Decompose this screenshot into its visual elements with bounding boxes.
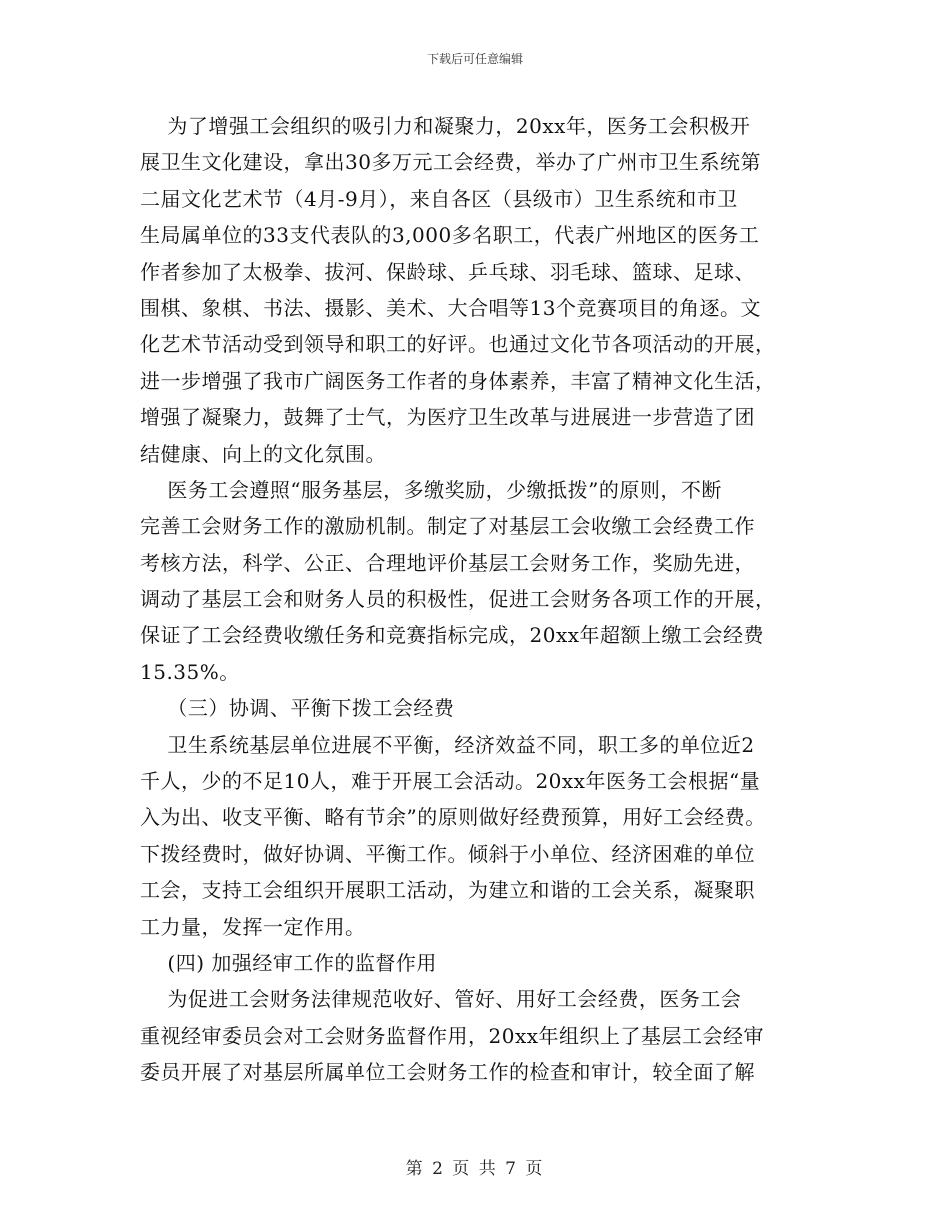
text-line: 考核方法，科学、公正、合理地评价基层工会财务工作，奖励先进， [140, 550, 755, 575]
document-body [140, 108, 800, 1091]
text-line: 医务工会遵照“服务基层，多缴奖励，少缴抵拨”的原则，不断 [140, 477, 722, 502]
text-line: （三）协调、平衡下拨工会经费 [140, 696, 455, 721]
text-line: 结健康、向上的文化氛围。 [140, 441, 386, 466]
text-line: 重视经审委员会对工会财务监督作用，20xx年组织上了基层工会经审 [140, 1023, 765, 1048]
text-line: 工力量，发挥一定作用。 [140, 914, 366, 939]
text-line: 完善工会财务工作的激励机制。制定了对基层工会收缴工会经费工作 [140, 514, 755, 539]
text-line: 15.35%。 [140, 659, 240, 684]
text-line: 卫生系统基层单位进展不平衡，经济效益不同，职工多的单位近2 [140, 732, 755, 757]
text-line: 下拨经费时，做好协调、平衡工作。倾斜于小单位、经济困难的单位 [140, 841, 755, 866]
text-line: 工会，支持工会组织开展职工活动，为建立和谐的工会关系，凝聚职 [140, 878, 755, 903]
text-line: 二届文化艺术节（4月-9月），来自各区（县级市）卫生系统和市卫 [140, 186, 738, 211]
text-line: 围棋、象棋、书法、摄影、美术、大合唱等13个竞赛项目的角逐。文 [140, 295, 761, 320]
text-line: 增强了凝聚力，鼓舞了士气，为医疗卫生改革与进展进一步营造了团 [140, 405, 755, 430]
text-line: 委员开展了对基层所属单位工会财务工作的检查和审计，较全面了解 [140, 1060, 755, 1085]
text-line: 化艺术节活动受到领导和职工的好评。也通过文化节各项活动的开展， [140, 332, 776, 357]
text-line: 作者参加了太极拳、拔河、保龄球、乒乓球、羽毛球、篮球、足球、 [140, 259, 755, 284]
text-line: (四) 加强经审工作的监督作用 [140, 950, 437, 975]
text-line: 展卫生文化建设，拿出30多万元工会经费，举办了广州市卫生系统第 [140, 150, 761, 175]
text-line: 入为出、收支平衡、略有节余”的原则做好经费预算，用好工会经费。 [140, 805, 766, 830]
text-line: 为了增强工会组织的吸引力和凝聚力，20xx年，医务工会积极开 [140, 114, 751, 138]
text-line: 调动了基层工会和财务人员的积极性，促进工会财务各项工作的开展， [140, 587, 776, 612]
text-line: 生局属单位的33支代表队的3,000多名职工，代表广州地区的医务工 [140, 223, 760, 248]
text-line: 进一步增强了我市广阔医务工作者的身体素养，丰富了精神文化生活， [140, 368, 776, 393]
text-line: 保证了工会经费收缴任务和竞赛指标完成，20xx年超额上缴工会经费 [140, 623, 765, 648]
text-line: 千人，少的不足10人，难于开展工会活动。20xx年医务工会根据“量 [140, 769, 761, 794]
page-header: 下载后可任意编辑 [426, 52, 523, 66]
text-line: 为促进工会财务法律规范收好、管好、用好工会经费，医务工会 [140, 987, 742, 1012]
page-number: 第 2 页 共 7 页 [405, 1159, 545, 1179]
